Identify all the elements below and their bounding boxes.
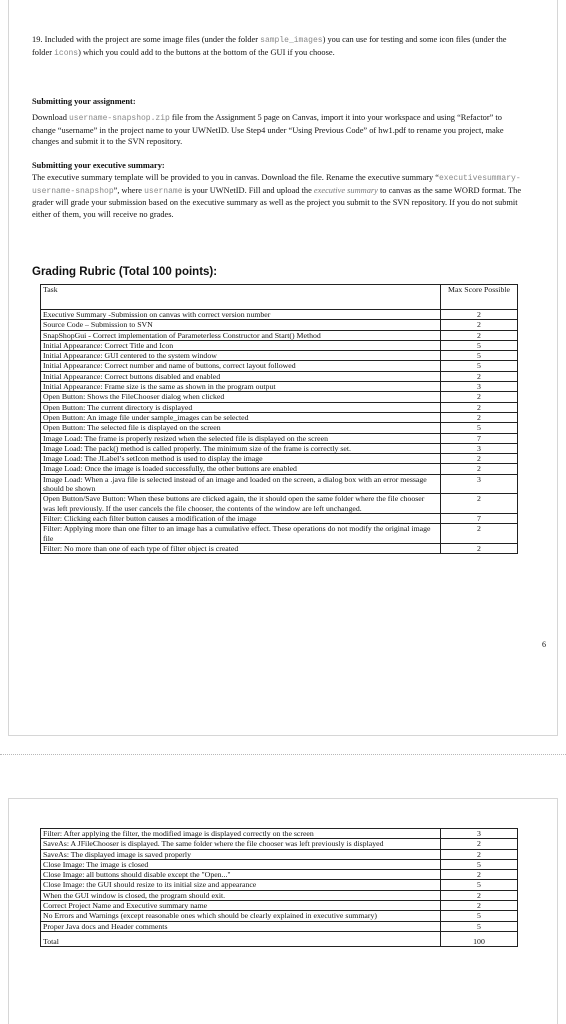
rubric-score-cell: 3 (441, 443, 518, 453)
exec-summary-filename: executivesummary-username-snapshop (32, 174, 521, 196)
rubric-task-cell: Filter: After applying the filter, the modified image is displayed correctly on the screen (41, 829, 441, 839)
rubric-row (41, 310, 518, 320)
rubric-task-cell: Close Image: The image is closed (41, 859, 441, 869)
rubric-row (41, 474, 518, 494)
sample-images-folder-name: sample_images (260, 36, 323, 45)
rubric-row (41, 849, 518, 859)
rubric-row (41, 464, 518, 474)
rubric-task-cell: Open Button: An image file under sample_images can be selected (41, 412, 441, 422)
rubric-score-cell: 5 (441, 921, 518, 931)
rubric-task-cell: Proper Java docs and Header comments (41, 921, 441, 931)
rubric-score-cell: 2 (441, 320, 518, 330)
rubric-task-cell: Open Button/Save Button: When these buttons are clicked again, the it should open the same folder where the file chooser was left previously. If the user cancels the file chooser, the contents of the window are left unchanged. (41, 494, 441, 514)
icons-folder-name: icons (54, 48, 79, 58)
rubric-score-cell: 2 (441, 901, 518, 911)
rubric-row (41, 524, 518, 544)
rubric-row (41, 890, 518, 900)
task-column-header: Task (41, 285, 441, 310)
rubric-task-cell: SaveAs: The displayed image is saved properly (41, 849, 441, 859)
rubric-score-cell: 5 (441, 340, 518, 350)
rubric-score-cell: 2 (441, 392, 518, 402)
rubric-score-cell: 5 (441, 361, 518, 371)
rubric-row (41, 494, 518, 514)
rubric-row (41, 351, 518, 361)
rubric-row (41, 839, 518, 849)
rubric-row (41, 330, 518, 340)
rubric-score-cell: 2 (441, 371, 518, 381)
exec-text-b: ”, where (113, 185, 145, 195)
rubric-score-cell: 2 (441, 494, 518, 514)
rubric-score-cell: 2 (441, 524, 518, 544)
rubric-task-cell: SaveAs: A JFileChooser is displayed. The same folder where the file chooser was left previously is displayed (41, 839, 441, 849)
rubric-score-cell: 5 (441, 911, 518, 921)
rubric-task-cell: Filter: No more than one of each type of filter object is created (41, 543, 441, 553)
rubric-task-cell: Close Image: the GUI should resize to its initial size and appearance (41, 880, 441, 890)
rubric-task-cell: Image Load: The JLabel’s setIcon method is used to display the image (41, 454, 441, 464)
rubric-score-cell: 5 (441, 351, 518, 361)
rubric-task-cell: No Errors and Warnings (except reasonable ones which should be clearly explained in executive summary) (41, 911, 441, 921)
total-label: Total (41, 931, 441, 946)
rubric-task-cell: Filter: Applying more than one filter to an image has a cumulative effect. These operations do not modify the original image file (41, 524, 441, 544)
grading-rubric-title: Grading Rubric (Total 100 points): (32, 266, 218, 278)
rubric-task-cell: Correct Project Name and Executive summary name (41, 901, 441, 911)
rubric-row (41, 859, 518, 869)
rubric-task-cell: Initial Appearance: GUI centered to the system window (41, 351, 441, 361)
rubric-row (41, 911, 518, 921)
rubric-task-cell: Image Load: The pack() method is called properly. The minimum size of the frame is correctly set. (41, 443, 441, 453)
rubric-row (41, 402, 518, 412)
exec-summary-emphasis: executive summary (313, 185, 378, 195)
total-row (41, 931, 518, 946)
rubric-score-cell: 2 (441, 839, 518, 849)
rubric-row (41, 543, 518, 553)
rubric-score-cell: 5 (441, 859, 518, 869)
rubric-task-cell: Open Button: The current directory is displayed (41, 402, 441, 412)
executive-summary-paragraph (32, 172, 524, 220)
rubric-score-cell: 2 (441, 890, 518, 900)
rubric-task-cell: Initial Appearance: Correct number and name of buttons, correct layout followed (41, 361, 441, 371)
rubric-task-cell: Source Code – Submission to SVN (41, 320, 441, 330)
total-score: 100 (441, 931, 518, 946)
rubric-task-cell: Image Load: Once the image is loaded successfully, the other buttons are enabled (41, 464, 441, 474)
rubric-score-cell: 2 (441, 464, 518, 474)
page-number: 6 (542, 640, 546, 649)
rubric-score-cell: 2 (441, 543, 518, 553)
rubric-task-cell: Open Button: Shows the FileChooser dialog when clicked (41, 392, 441, 402)
rubric-task-cell: Open Button: The selected file is displayed on the screen (41, 423, 441, 433)
rubric-task-cell: Image Load: The frame is properly resized when the selected file is displayed on the screen (41, 433, 441, 443)
rubric-row (41, 513, 518, 523)
rubric-score-cell: 5 (441, 423, 518, 433)
item-19-text-b: ) you can use for testing and some icon files (under the folder (32, 35, 507, 57)
rubric-row (41, 382, 518, 392)
rubric-row (41, 870, 518, 880)
rubric-score-cell: 2 (441, 412, 518, 422)
submitting-assignment-heading: Submitting your assignment: (32, 97, 136, 106)
submit-text-a: Download (32, 113, 69, 122)
rubric-row (41, 392, 518, 402)
exec-text-d: to canvas as the same WORD format. The grader will grade your submission based on the executive summary as well as the project you submit to the SVN repository. If you do not submit either of them, you will receive no grades. (32, 185, 522, 219)
rubric-row (41, 423, 518, 433)
rubric-score-cell: 7 (441, 513, 518, 523)
rubric-row (41, 829, 518, 839)
rubric-score-cell: 2 (441, 330, 518, 340)
grading-rubric-table-continued (40, 828, 518, 947)
rubric-task-cell: When the GUI window is closed, the program should exit. (41, 890, 441, 900)
rubric-row (41, 412, 518, 422)
rubric-score-cell: 2 (441, 310, 518, 320)
rubric-row (41, 361, 518, 371)
rubric-header-row (41, 285, 518, 310)
rubric-score-cell: 5 (441, 880, 518, 890)
rubric-score-cell: 3 (441, 382, 518, 392)
rubric-row (41, 340, 518, 350)
item-19-paragraph (32, 34, 524, 59)
rubric-task-cell: Close Image: all buttons should disable except the "Open..." (41, 870, 441, 880)
rubric-row (41, 371, 518, 381)
rubric-score-cell: 2 (441, 402, 518, 412)
rubric-row (41, 433, 518, 443)
rubric-score-cell: 3 (441, 474, 518, 494)
rubric-task-cell: Image Load: When a .java file is selected instead of an image and loaded on the screen, a dialog box with an error message should be shown (41, 474, 441, 494)
rubric-row (41, 443, 518, 453)
submit-text-b: file from the Assignment 5 page on Canvas, import it into your workspace and using “Refactor” to change “username” in the project name to your UWNetID. Use Step4 under “Using Previous Code” of hw1.pdf to rename you project, make changes and submit it to the SVN repository. (32, 113, 504, 147)
executive-summary-heading: Submitting your executive summary: (32, 161, 165, 170)
item-19-text-a: 19. Included with the project are some image files (under the folder (32, 35, 261, 44)
username-placeholder: username (144, 186, 183, 196)
rubric-row (41, 921, 518, 931)
rubric-task-cell: Executive Summary -Submission on canvas with correct version number (41, 310, 441, 320)
rubric-task-cell: Initial Appearance: Frame size is the same as shown in the program output (41, 382, 441, 392)
snapshop-zip-filename: username-snapshop.zip (68, 114, 170, 123)
rubric-row (41, 454, 518, 464)
rubric-row (41, 880, 518, 890)
submitting-assignment-paragraph (32, 112, 524, 148)
rubric-task-cell: Initial Appearance: Correct buttons disabled and enabled (41, 371, 441, 381)
rubric-task-cell: Filter: Clicking each filter button causes a modification of the image (41, 513, 441, 523)
item-19-text-c: ) which you could add to the buttons at the bottom of the GUI if you choose. (78, 47, 335, 57)
rubric-task-cell: Initial Appearance: Correct Title and Icon (41, 340, 441, 350)
exec-text-c: is your UWNetID. Fill and upload the (182, 185, 314, 195)
rubric-row (41, 901, 518, 911)
max-score-column-header: Max Score Possible (441, 285, 518, 310)
rubric-score-cell: 2 (441, 849, 518, 859)
grading-rubric-table (40, 284, 518, 554)
rubric-score-cell: 7 (441, 433, 518, 443)
rubric-row (41, 320, 518, 330)
rubric-task-cell: SnapShopGui - Correct implementation of Parameterless Constructor and Start() Method (41, 330, 441, 340)
rubric-score-cell: 2 (441, 454, 518, 464)
rubric-score-cell: 3 (441, 829, 518, 839)
page-separator (0, 754, 566, 755)
rubric-score-cell: 2 (441, 870, 518, 880)
exec-text-a: The executive summary template will be provided to you in canvas. Download the file. Rename the executive summary “ (32, 173, 439, 182)
